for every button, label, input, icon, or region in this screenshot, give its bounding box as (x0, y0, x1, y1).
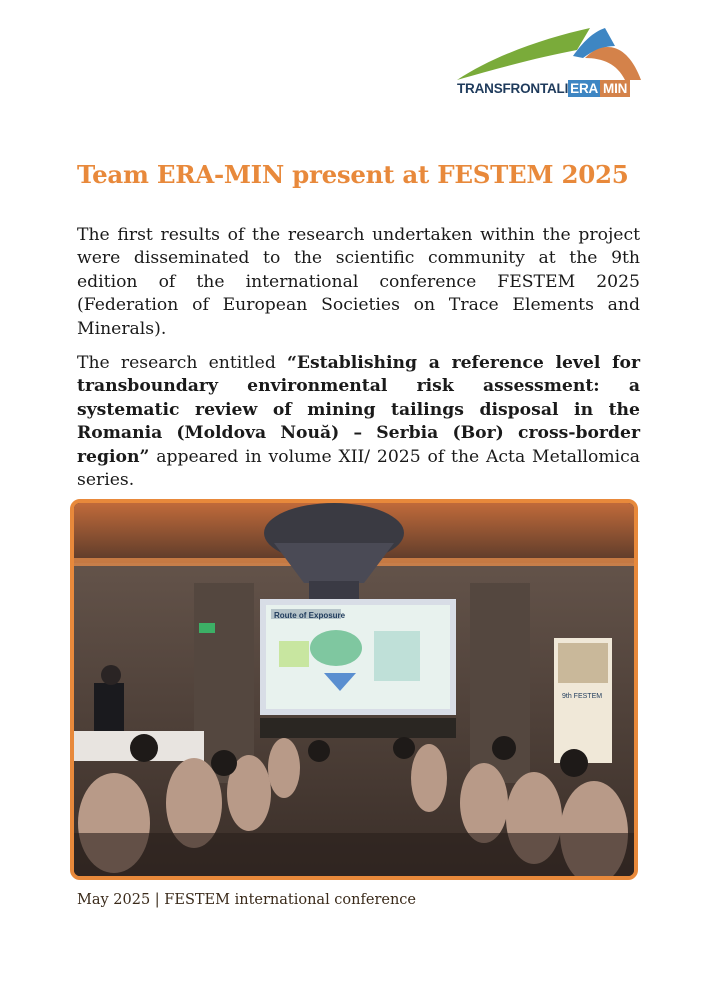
research-lead-text: The research entitled (77, 353, 287, 373)
research-title-bold: “Establishing a reference level for transboundary environmental risk assessment: a systematic review of mining tailings disposal in the Romania (Moldova Nouă) – Serbia (Bor) cross-border region” (77, 353, 640, 467)
research-tail-text: appeared in volume XII/ 2025 of the Acta Metallomica series. (77, 446, 640, 491)
slide-title: Route of Exposure (274, 611, 346, 620)
photo-caption: May 2025 | FESTEM international conference (77, 892, 417, 908)
banner-title: 9th FESTEM (562, 693, 603, 700)
logo-wordmark (457, 81, 630, 96)
logo-text-blue: ERA (570, 81, 599, 96)
transfrontalieramin-logo (455, 20, 645, 104)
intro-paragraph: The first results of the research undertaken within the project were disseminated to the scientific community at the 9th edition of the international conference FESTEM 2025 (Federation of European Societies on Trace Elements and Minerals). (77, 225, 640, 339)
logo-text-orange: MIN (600, 80, 630, 97)
research-paragraph (77, 352, 640, 492)
page-title: Team ERA-MIN present at FESTEM 2025 (77, 160, 629, 189)
conference-room-illustration (74, 503, 634, 876)
logo-text-dark: TRANSFRONTALI (457, 81, 569, 96)
conference-photo (70, 499, 638, 880)
